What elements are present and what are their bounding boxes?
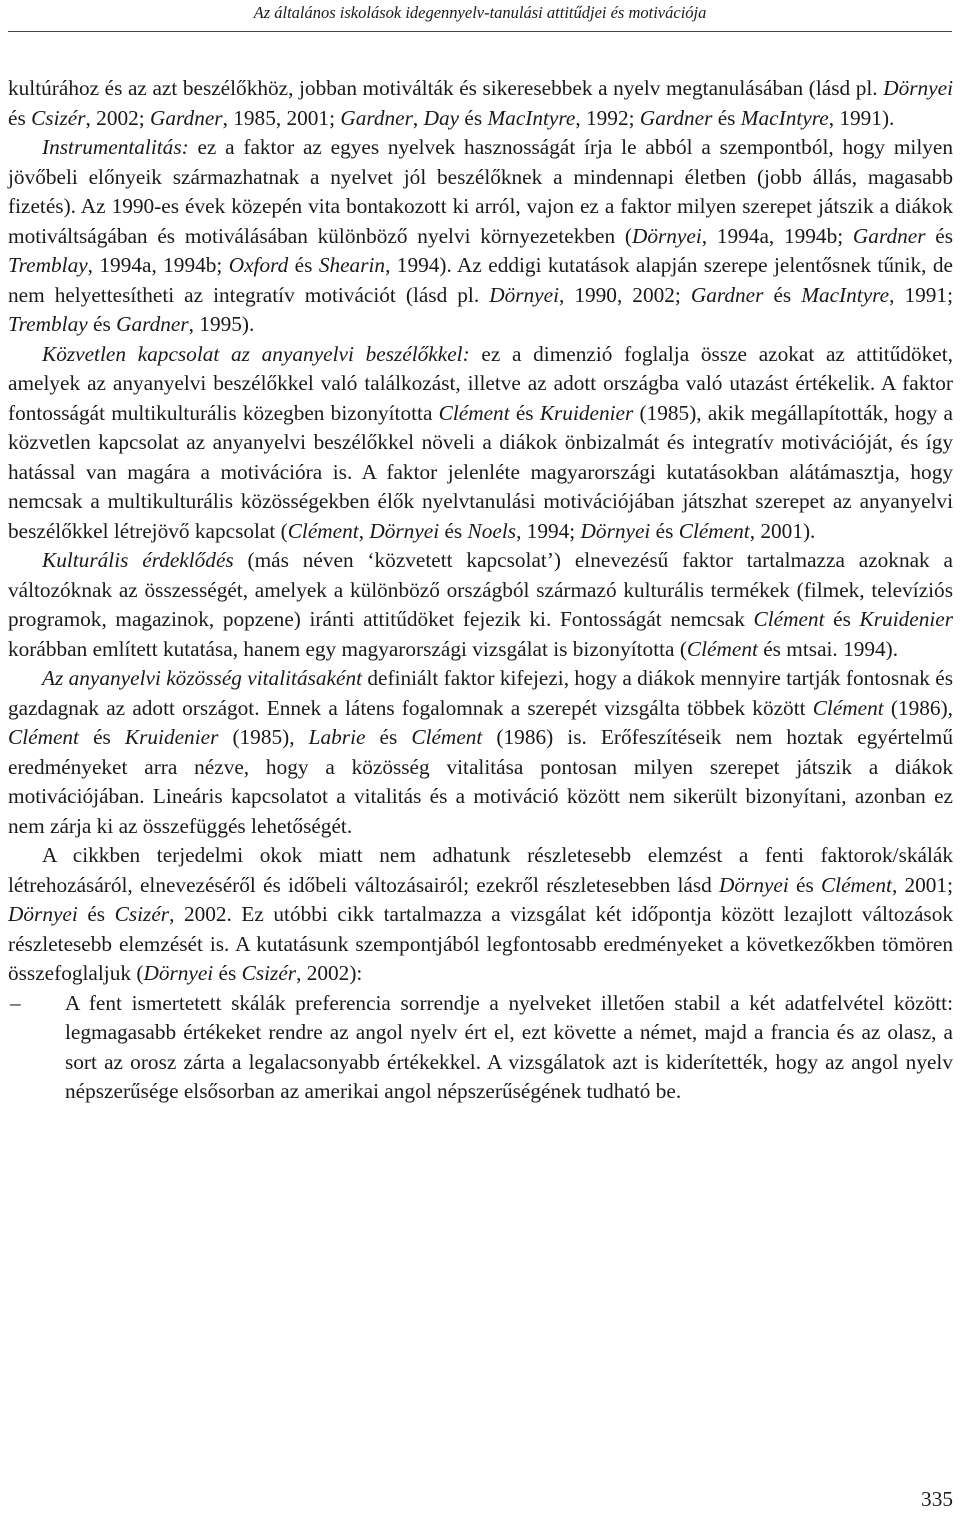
italic-citation: Gardner: [116, 312, 189, 336]
italic-citation: Csizér: [31, 105, 86, 130]
italic-citation: Clément: [812, 695, 884, 720]
text-run: kultúrához és az azt beszélőkhöz, jobban motiválták és sikeresebbek a nyelv megtanulásában (lásd pl.: [8, 76, 884, 100]
text-run: ez a dimenzió foglalja össze azokat az attitűdöket, amelyek az anyanyelvi beszélőkkel való találkozást, illetve az adott országba való utazást értékelik. A faktor fontosságát multikulturális közegben bizonyította: [8, 341, 953, 425]
text-run: (más néven ‘közvetett kapcsolat’) elnevezésű faktor tartalmazza azoknak a változóknak az összességét, amelyek a különböző országból származó kulturális termékek (filmek, televíziós programok, magazinok, popzene) iránti attitűdöket fejezik ki. Fontosságát nemcsak: [8, 548, 953, 631]
text-run: (1985), akik megállapították, hogy a közvetlen kapcsolat az anyanyelvi beszélőkkel növeli a diákok önbizalmát és integratív motivációját, és így hatással van magára a motivációra is. A faktor jelenléte magyarországi kutatásokban alátámasztja, hogy nemcsak a multikulturális közösségekben élők nyelvtanulási motivációjában játszhat szerepet az anyanyelvi beszélőkkel létrejövő kapcsolat (: [8, 400, 954, 543]
italic-citation: Dörnyei: [631, 223, 702, 248]
text-run: és: [8, 105, 32, 130]
text-run: és: [459, 105, 488, 130]
italic-citation: Kruidenier: [539, 400, 634, 425]
italic-citation: Dörnyei: [883, 76, 953, 100]
paragraph-vitality: [8, 664, 953, 841]
text-run: , 2002):: [296, 961, 363, 985]
text-run: (1985),: [218, 725, 309, 749]
italic-citation: Gardner: [852, 223, 926, 248]
text-run: és: [509, 400, 540, 425]
italic-citation: Labrie: [308, 725, 366, 749]
italic-citation: Clément: [753, 607, 825, 631]
paragraph: [8, 74, 953, 133]
text-run: és: [439, 518, 468, 543]
text-run: , 1991;: [889, 282, 953, 307]
italic-citation: Tremblay: [8, 253, 88, 277]
text-run: , 1985, 2001;: [222, 105, 341, 130]
italic-citation: Kulturális érdeklődés: [42, 548, 234, 572]
italic-citation: Shearin: [318, 253, 386, 277]
text-run: , 2001;: [891, 872, 953, 897]
list-item: [8, 989, 953, 1107]
list-dash: –: [10, 990, 21, 1015]
italic-citation: Dörnyei: [580, 518, 651, 543]
italic-citation: MacIntyre: [487, 105, 576, 130]
paragraph-instrumentality: [8, 133, 953, 340]
body-text: [8, 74, 953, 1107]
italic-citation: Day: [423, 105, 460, 130]
text-run: (1986) is. Erőfeszítéseik nem hoztak egyértelmű eredményeket arra nézve, hogy a közösség vitalitása pontosan milyen szerepet játszik a diákok motivációjában. Lineáris kapcsolatot a vitalitás és a motiváció között nem sikerült bizonyítani, azonban ez nem zárja ki az összefüggés lehetőségét.: [8, 725, 953, 838]
text-run: , 2001).: [749, 518, 816, 543]
italic-citation: Clément: [820, 872, 892, 897]
text-run: , 1991).: [828, 105, 895, 130]
italic-citation: MacIntyre: [801, 282, 890, 307]
text-run: és: [925, 223, 954, 248]
italic-citation: Dörnyei: [489, 282, 559, 307]
text-run: ez a faktor az egyes nyelvek hasznosságát írja le abból a szempontból, hogy milyen jövőbeli előnyeik származhatnak a nyelvet jól beszélőknek a mindennapi életben (jobb állás, magasabb fizetés). Az 1990-es évek közepén vita bontakozott ki arról, vajon ez a faktor milyen szerepet játszik a diákok motiváltságában és motiválásában különböző nyelvi környezetekben (: [8, 135, 953, 248]
text-run: , 1994a, 1994b;: [87, 253, 229, 277]
italic-citation: Közvetlen kapcsolat az anyanyelvi beszélőkkel:: [42, 341, 470, 366]
text-run: , 1994;: [516, 518, 581, 543]
text-run: és: [788, 872, 821, 897]
text-run: , 1990, 2002;: [559, 282, 691, 307]
italic-citation: Csizér: [241, 961, 297, 985]
italic-citation: Gardner: [639, 105, 713, 130]
text-run: , 1994a, 1994b;: [701, 223, 853, 248]
italic-citation: Dörnyei: [8, 902, 78, 926]
text-run: és: [365, 725, 412, 749]
page-number: 335: [921, 1487, 953, 1511]
text-run: és mtsai. 1994).: [757, 636, 899, 661]
text-run: és: [288, 253, 319, 277]
text-run: , 1994). Az eddigi kutatások alapján szerepe jelentősnek tűnik, de nem helyettesítheti az integratív motivációt (lásd pl.: [8, 253, 954, 307]
italic-citation: Gardner: [690, 282, 764, 307]
text-run: , 2002;: [85, 105, 151, 130]
header-divider: [8, 31, 952, 32]
paragraph-direct-contact: [8, 340, 953, 547]
italic-citation: Kruidenier: [859, 607, 954, 631]
text-run: ,: [412, 105, 424, 130]
italic-citation: Dörnyei: [719, 872, 789, 897]
italic-citation: Instrumentalitás:: [42, 135, 189, 159]
text-run: és: [213, 961, 242, 985]
text-run: definiált faktor kifejezi, hogy a diákok mennyire tartják fontosnak és gazdagnak az adott országot. Ennek a látens fogalomnak a szerepét vizsgálta többek között: [8, 666, 954, 720]
text-run: és: [77, 902, 115, 926]
italic-citation: Gardner: [340, 105, 413, 130]
italic-citation: Dörnyei: [143, 961, 214, 985]
text-run: és: [650, 518, 679, 543]
text-run: és: [763, 282, 802, 307]
italic-citation: Tremblay: [8, 312, 88, 336]
text-run: és: [712, 105, 741, 130]
running-header: Az általános iskolások idegennyelv-tanulási attitűdjei és motivációja: [253, 3, 707, 22]
italic-citation: Oxford: [228, 253, 289, 277]
italic-citation: Clément: [411, 725, 483, 749]
text-run: A cikkben terjedelmi okok miatt nem adhatunk részletesebb elemzést a fenti faktorok/skálák létrehozásáról, elnevezéséről és időbeli változásairól; ezekről részletesebben lásd: [8, 843, 953, 897]
italic-citation: Clément: [438, 400, 510, 425]
text-run: , 1995).: [188, 312, 255, 336]
list-item-text: A fent ismertetett skálák preferencia sorrendje a nyelveket illetően stabil a két adatfelvétel között: legmagasabb értékeket rendre az angol nyelv ért el, ezt követte a német, majd a francia és az olasz, a sort az orosz zárta a legalacsonyabb értékekkel. A vizsgálatok azt is kiderítették, hogy az angol nyelv népszerűsége elsősorban az amerikai angol népszerűségének tudható be.: [65, 990, 953, 1103]
italic-citation: Clément: [678, 518, 750, 543]
paragraph-summary-intro: [8, 841, 953, 989]
text-run: , 1992;: [575, 105, 640, 130]
italic-citation: Az anyanyelvi közösség vitalitásaként: [42, 666, 363, 690]
text-run: és: [78, 725, 125, 749]
italic-citation: Csizér: [114, 902, 170, 926]
italic-citation: Dörnyei: [369, 518, 440, 543]
text-run: (1986),: [883, 695, 953, 720]
italic-citation: Noels: [467, 518, 517, 543]
text-run: , 2002. Ez utóbbi cikk tartalmazza a vizsgálat két időpontja között lezajlott változások részletesebb elemzését is. A kutatásunk szempontjából legfontosabb eredményeket a következőkben tömören összefoglaljuk (: [8, 902, 953, 985]
text-run: és: [824, 607, 860, 631]
italic-citation: Gardner: [150, 105, 223, 130]
italic-citation: Clément: [287, 518, 359, 543]
italic-citation: Clément: [8, 725, 79, 749]
italic-citation: MacIntyre: [740, 105, 829, 130]
paragraph-cultural-interest: [8, 546, 953, 664]
italic-citation: Clément: [686, 636, 758, 661]
italic-citation: Kruidenier: [124, 725, 219, 749]
text-run: ,: [358, 518, 370, 543]
text-run: korábban említett kutatása, hanem egy magyarországi vizsgálat is bizonyította (: [8, 636, 687, 661]
text-run: és: [87, 312, 117, 336]
